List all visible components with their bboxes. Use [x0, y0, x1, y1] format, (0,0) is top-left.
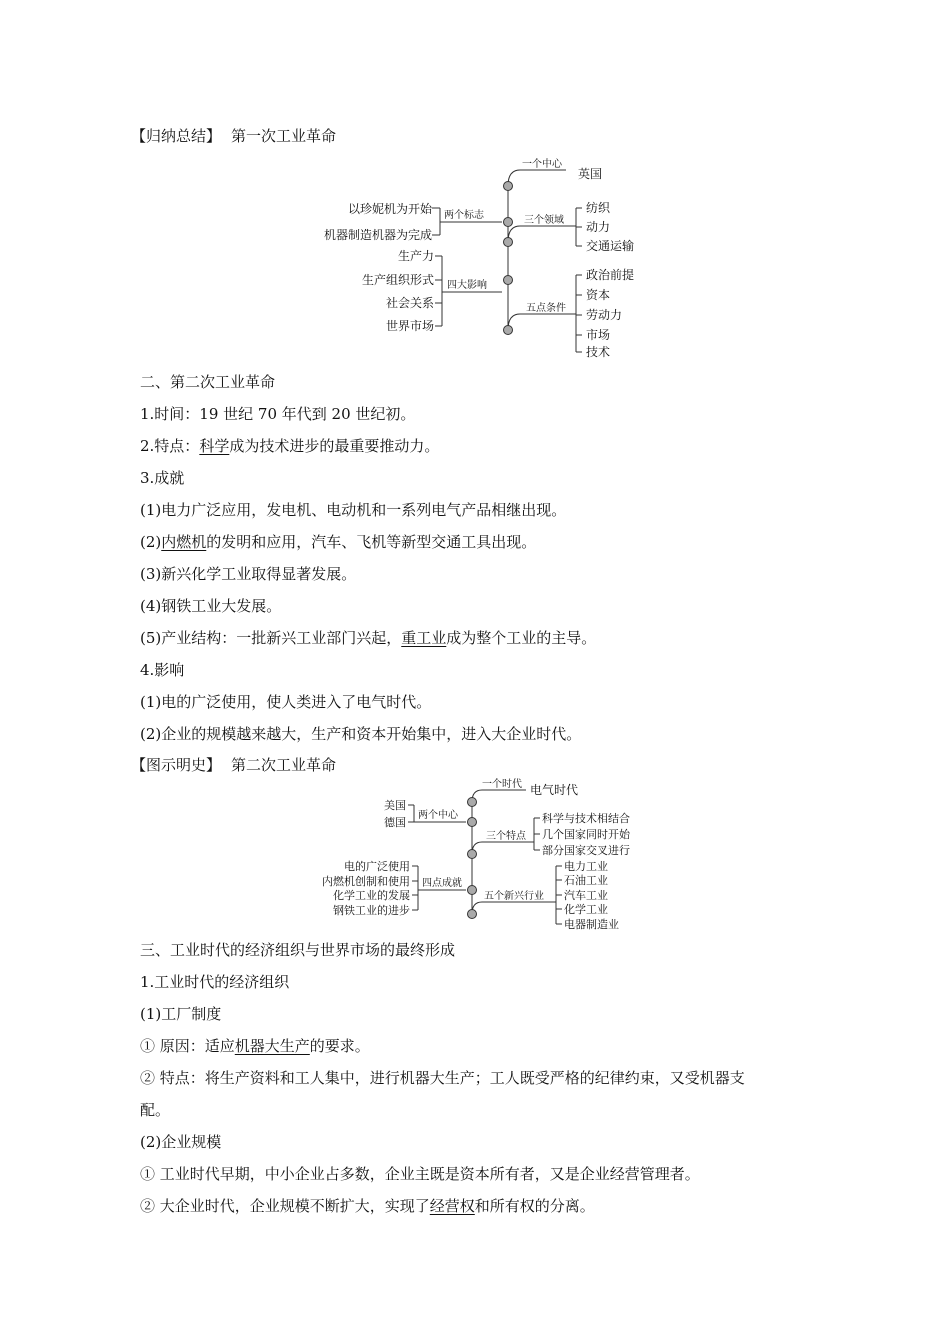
impact-heading: 4.影响: [140, 661, 185, 679]
ach-engine: 内燃机创制和使用: [322, 875, 410, 888]
factory-feature-line1: ② 特点：将生产资料和工人集中，进行机器大生产；工人既受严格的纪律约束，又受机器支: [140, 1069, 745, 1087]
scale-item-2: [140, 1196, 595, 1216]
feature-crossover: 部分国家交叉进行: [542, 844, 630, 857]
sub-heading-organization: 1.工业时代的经济组织: [140, 973, 290, 991]
achievement-1: (1)电力广泛应用，发电机、电动机和一系列电气产品相继出现。: [140, 501, 567, 519]
field-transport: 交通运输: [586, 239, 635, 253]
section-title: 第二次工业革命: [231, 756, 337, 774]
node-dot: [504, 276, 513, 285]
section-tag: 【图示明史】: [131, 756, 222, 774]
ach-chemical: 化学工业的发展: [333, 889, 410, 902]
reason-suffix: 的要求。: [309, 1037, 370, 1055]
field-textile: 纺织: [586, 201, 611, 215]
achievement-3: (3)新兴化学工业取得显著发展。: [140, 565, 357, 583]
scale2-suffix: 和所有权的分离。: [474, 1197, 595, 1215]
impact-productivity: 生产力: [397, 249, 434, 263]
factory-heading: (1)工厂制度: [140, 1005, 222, 1023]
cond-market: 市场: [586, 328, 611, 342]
branch-three-fields: 三个领域: [524, 215, 564, 226]
feature-suffix: 成为技术进步的最重要推动力。: [229, 437, 440, 455]
node-dot: [468, 850, 477, 859]
feature-simultaneous: 几个国家同时开始: [542, 828, 630, 841]
cond-capital: 资本: [586, 288, 611, 302]
heading-second-revolution: 二、第二次工业革命: [140, 373, 276, 391]
achievement-2: [140, 532, 536, 552]
branch-four-impacts: 四大影响: [447, 280, 487, 291]
era-electric: 电气时代: [530, 783, 579, 797]
industry-auto: 汽车工业: [564, 889, 608, 902]
branch-one-center: 一个中心: [522, 159, 562, 170]
ach-steel: 钢铁工业的进步: [333, 904, 410, 917]
node-dot: [504, 218, 513, 227]
branch-two-centers: 两个中心: [418, 810, 458, 821]
ach2-keyword: 内燃机: [161, 533, 207, 551]
scale2-keyword: 经营权: [429, 1197, 475, 1215]
section-title: 第一次工业革命: [231, 127, 337, 145]
scale2-prefix: ② 大企业时代，企业规模不断扩大，实现了: [140, 1197, 430, 1215]
node-dot: [468, 818, 477, 827]
impact-2: (2)企业的规模越来越大，生产和资本开始集中，进入大企业时代。: [140, 725, 582, 743]
ach2-suffix: 的发明和应用，汽车、飞机等新型交通工具出现。: [206, 533, 537, 551]
ach-electricity: 电的广泛使用: [344, 860, 410, 873]
mark-start: 以珍妮机为开始: [347, 202, 432, 216]
branch-one-era: 一个时代: [482, 779, 522, 790]
mark-end: 机器制造机器为完成: [323, 228, 432, 242]
cond-politics: 政治前提: [586, 268, 635, 282]
industry-chemical: 化学工业: [564, 903, 608, 916]
industry-appliance: 电器制造业: [564, 918, 619, 931]
branch-five-conditions: 五点条件: [526, 303, 566, 314]
scale-item-1: ① 工业时代早期，中小企业占多数，企业主既是资本所有者，又是企业经营管理者。: [140, 1165, 700, 1183]
feature-prefix: 2.特点：: [140, 437, 200, 455]
reason-prefix: ① 原因：适应: [140, 1037, 235, 1055]
section-header-second-revolution: [131, 755, 336, 775]
center-england: 英国: [578, 167, 603, 181]
node-dot: [504, 238, 513, 247]
industry-oil: 石油工业: [564, 874, 608, 887]
impact-organization: 生产组织形式: [361, 273, 434, 287]
scale-heading: (2)企业规模: [140, 1133, 222, 1151]
branch-five-industries: 五个新兴行业: [484, 891, 544, 902]
section-header-first-revolution: [131, 126, 336, 146]
center-usa: 美国: [384, 799, 406, 812]
factory-reason: [140, 1036, 370, 1056]
field-power: 动力: [586, 220, 611, 234]
first-revolution-diagram: [320, 150, 660, 362]
feature-line: [140, 436, 439, 456]
branch-four-achievements: 四点成就: [422, 878, 462, 889]
node-dot: [468, 886, 477, 895]
branch-two-marks: 两个标志: [444, 210, 484, 221]
cond-labor: 劳动力: [586, 308, 623, 322]
ach5-suffix: 成为整个工业的主导。: [446, 629, 597, 647]
achievement-5: [140, 628, 596, 648]
ach5-keyword: 重工业: [401, 629, 447, 647]
impact-1: (1)电的广泛使用，使人类进入了电气时代。: [140, 693, 432, 711]
impact-society: 社会关系: [385, 296, 434, 310]
node-dot: [468, 910, 477, 919]
ach2-prefix: (2): [140, 533, 162, 551]
reason-keyword: 机器大生产: [234, 1037, 310, 1055]
industry-electric: 电力工业: [564, 860, 608, 873]
ach5-prefix: (5)产业结构：一批新兴工业部门兴起，: [140, 629, 402, 647]
feature-keyword: 科学: [199, 437, 230, 455]
time-line: 1.时间：19 世纪 70 年代到 20 世纪初。: [140, 405, 416, 423]
section-tag: 【归纳总结】: [131, 127, 222, 145]
achievements-heading: 3.成就: [140, 469, 185, 487]
achievement-4: (4)钢铁工业大发展。: [140, 597, 282, 615]
node-dot: [468, 798, 477, 807]
heading-economic-organization: 三、工业时代的经济组织与世界市场的最终形成: [140, 941, 456, 959]
center-germany: 德国: [384, 816, 406, 829]
factory-feature-line2: 配。: [140, 1101, 171, 1119]
second-revolution-diagram: [300, 778, 660, 934]
feature-science-tech: 科学与技术相结合: [542, 812, 630, 825]
impact-market: 世界市场: [385, 319, 434, 333]
node-dot: [504, 182, 513, 191]
cond-technology: 技术: [586, 345, 611, 359]
node-dot: [504, 326, 513, 335]
branch-three-features: 三个特点: [486, 831, 526, 842]
